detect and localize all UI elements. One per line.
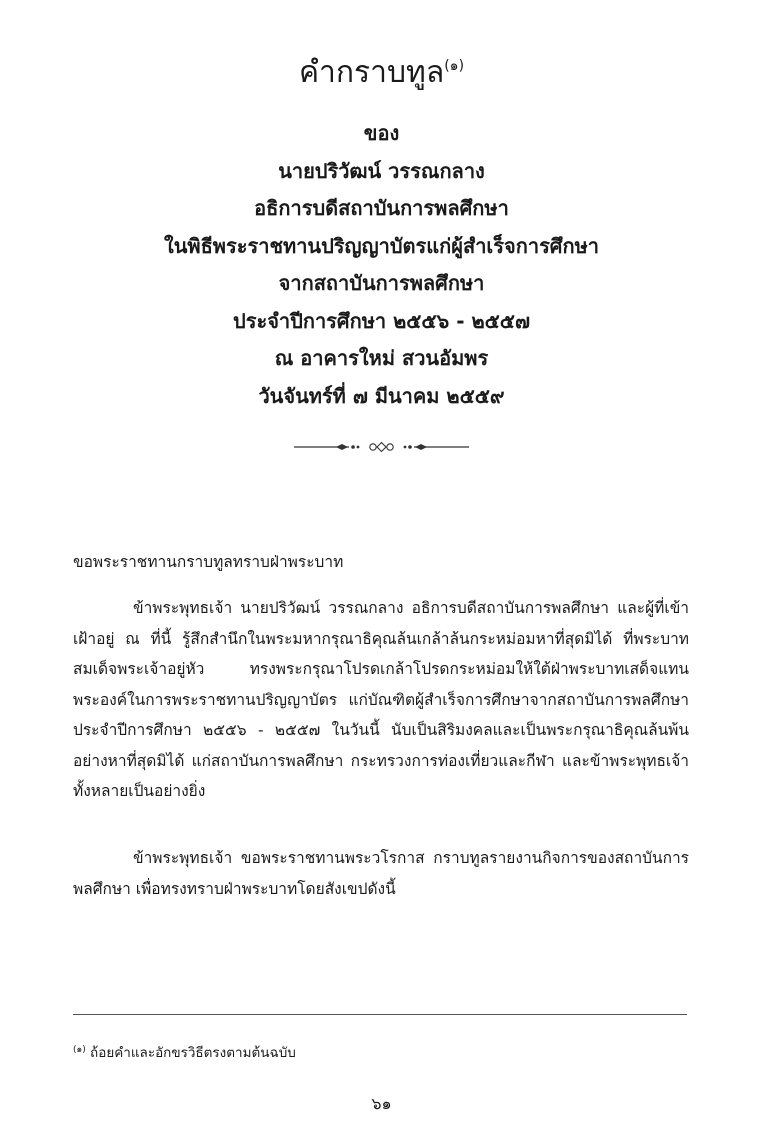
heading-block [0,115,763,415]
heading-line-of: ของ [363,121,400,145]
footnote-text: ถ้อยคำและอักขรวิธีตรงตามต้นฉบับ [90,1045,296,1061]
heading-line-academic-year: ประจำปีการศึกษา ๒๕๕๖ - ๒๕๕๗ [233,308,530,333]
decorative-divider-icon [294,437,469,457]
heading-line-date: วันจันทร์ที่ ๗ มีนาคม ๒๕๕๙ [258,383,505,408]
body-paragraph-2: ข้าพระพุทธเจ้า ขอพระราชทานพระวโรกาส กราบทูลรายงานกิจการของสถาบันการพลศึกษา เพื่อทรงทราบฝ่าพระบาทโดยสังเขปดังนี้ [73,849,689,898]
footnote-marker: (๑) [73,1045,86,1055]
footnote-divider [73,1014,687,1015]
page-number: ๖๑ [371,1094,392,1113]
heading-line-venue: ณ อาคารใหม่ สวนอัมพร [274,346,489,370]
heading-line-position: อธิการบดีสถาบันการพลศึกษา [254,196,509,220]
page-title [0,46,763,93]
title-footnote-marker: (๑) [444,58,465,74]
title-text: คำกราบทูล [298,55,445,90]
heading-line-ceremony: ในพิธีพระราชทานปริญญาบัตรแก่ผู้สำเร็จการศึกษา [163,233,600,258]
salutation: ขอพระราชทานกราบทูลทราบฝ่าพระบาท [73,553,344,571]
body-paragraph-1: ข้าพระพุทธเจ้า นายปริวัฒน์ วรรณกลาง อธิการบดีสถาบันการพลศึกษา และผู้ที่เข้าเฝ้าอยู่ ณ ที่นี้ รู้สึกสำนึกในพระมหากรุณาธิคุณล้นเกล้าล้นกระหม่อมหาที่สุดมิได้ ที่พระบาทสมเด็จพระเจ้าอยู่หัว ทรงพระกรุณาโปรดเกล้าโปรดกระหม่อมให้ใต้ฝ่าพระบาทเสด็จแทนพระองค์ในการพระราชทานปริญญาบัตร แก่บัณฑิตผู้สำเร็จการศึกษาจากสถาบันการพลศึกษา ประจำปีการศึกษา ๒๕๕๖ - ๒๕๕๗ ในวันนี้ นับเป็นสิริมงคลและเป็นพระกรุณาธิคุณล้นพ้นอย่างหาที่สุดมิได้ แก่สถาบันการพลศึกษา กระทรวงการท่องเที่ยวและกีฬา และข้าพระพุทธเจ้าทั้งหลายเป็นอย่างยิ่ง [73,599,689,800]
footnote [73,1040,296,1063]
heading-line-institution: จากสถาบันการพลศึกษา [278,271,485,295]
heading-line-name: นายปริวัฒน์ วรรณกลาง [278,158,485,183]
